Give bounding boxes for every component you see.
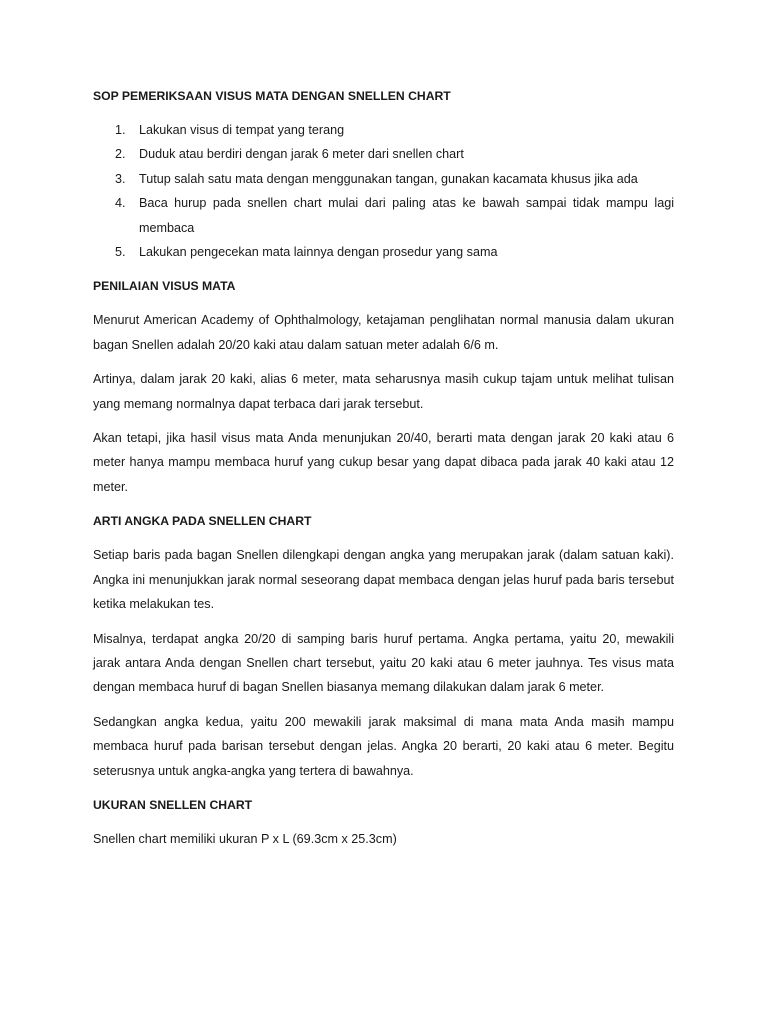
step-number: 5. xyxy=(115,245,126,260)
paragraph: Setiap baris pada bagan Snellen dilengkapi dengan angka yang merupakan jarak (dalam satuan kaki). Angka ini menunjukkan jarak normal seseorang dapat membaca dengan jelas huruf pada baris tersebut ketika melakukan tes. xyxy=(93,548,674,612)
section-heading-ukuran: UKURAN SNELLEN CHART xyxy=(93,797,253,812)
step-number: 4. xyxy=(115,196,126,211)
document-title: SOP PEMERIKSAAN VISUS MATA DENGAN SNELLEN CHART xyxy=(93,89,451,103)
list-item xyxy=(93,167,674,191)
step-text: Baca hurup pada snellen chart mulai dari paling atas ke bawah sampai tidak mampu lagi membaca xyxy=(139,196,674,235)
list-item xyxy=(93,118,674,142)
list-item xyxy=(93,191,674,240)
list-item xyxy=(93,142,674,166)
step-text: Lakukan pengecekan mata lainnya dengan prosedur yang sama xyxy=(139,245,498,260)
step-number: 2. xyxy=(115,147,126,162)
section-heading-penilaian: PENILAIAN VISUS MATA xyxy=(93,279,236,294)
paragraph: Misalnya, terdapat angka 20/20 di samping baris huruf pertama. Angka pertama, yaitu 20, mewakili jarak antara Anda dengan Snellen chart tersebut, yaitu 20 kaki atau 6 meter jauhnya. Tes visus mata dengan membaca huruf di bagan Snellen biasanya memang dilakukan dalam jarak 6 meter. xyxy=(93,631,674,695)
step-text: Duduk atau berdiri dengan jarak 6 meter dari snellen chart xyxy=(139,147,464,162)
procedure-steps-list xyxy=(93,118,674,264)
paragraph: Snellen chart memiliki ukuran P x L (69.3cm x 25.3cm) xyxy=(93,831,397,846)
paragraph: Artinya, dalam jarak 20 kaki, alias 6 meter, mata seharusnya masih cukup tajam untuk melihat tulisan yang memang normalnya dapat terbaca dari jarak tersebut. xyxy=(93,372,674,411)
paragraph: Sedangkan angka kedua, yaitu 200 mewakili jarak maksimal di mana mata Anda masih mampu membaca huruf pada barisan tersebut dengan jelas. Angka 20 berarti, 20 kaki atau 6 meter. Begitu seterusnya untuk angka-angka yang tertera di bawahnya. xyxy=(93,714,674,778)
document-page xyxy=(93,84,674,851)
step-number: 1. xyxy=(115,123,126,137)
step-text: Lakukan visus di tempat yang terang xyxy=(139,123,345,137)
step-text: Tutup salah satu mata dengan menggunakan tangan, gunakan kacamata khusus jika ada xyxy=(139,171,638,186)
list-item xyxy=(93,240,674,264)
paragraph: Akan tetapi, jika hasil visus mata Anda menunjukan 20/40, berarti mata dengan jarak 20 kaki atau 6 meter hanya mampu membaca huruf yang cukup besar yang dapat dibaca pada jarak 40 kaki atau 12 meter. xyxy=(93,431,674,494)
paragraph: Menurut American Academy of Ophthalmology, ketajaman penglihatan normal manusia dalam ukuran bagan Snellen adalah 20/20 kaki atau dalam satuan meter adalah 6/6 m. xyxy=(93,313,674,352)
step-number: 3. xyxy=(115,171,126,186)
section-heading-arti-angka: ARTI ANGKA PADA SNELLEN CHART xyxy=(93,514,312,529)
